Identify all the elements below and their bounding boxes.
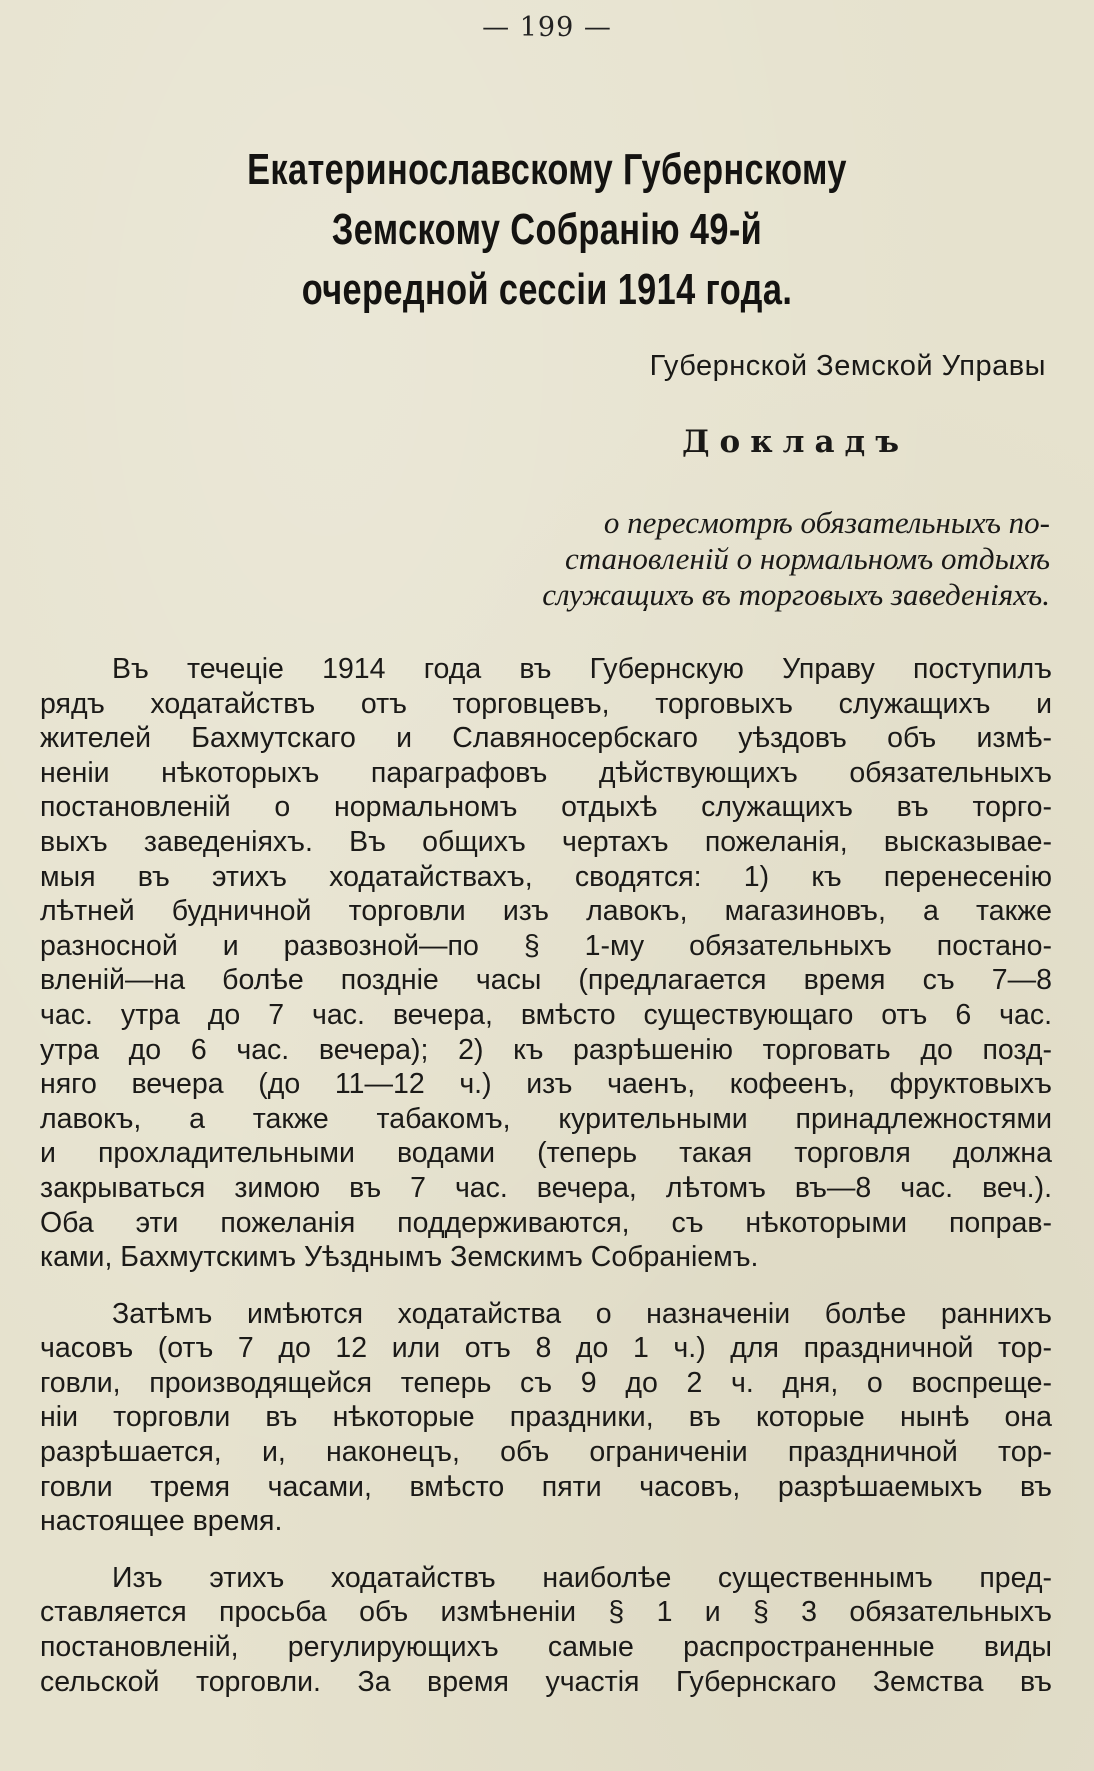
text-line: говли, производящейся теперь съ 9 до 2 ч. дня, о воспреще- (40, 1366, 1052, 1399)
paragraph (40, 1297, 1052, 1539)
text-line: няго вечера (до 11—12 ч.) изъ чаенъ, кофеенъ, фруктовыхъ (40, 1068, 1052, 1101)
text-line: постановленій, регулирующихъ самые распространенные виды (40, 1631, 1052, 1664)
text-line: мыя въ этихъ ходатайствахъ, сводятся: 1) къ перенесенію (40, 860, 1052, 893)
text-line: Затѣмъ имѣются ходатайства о назначеніи болѣе раннихъ (112, 1297, 1052, 1330)
issuer-subtitle: Губернской Земской Управы (649, 350, 1046, 382)
text-line: вленій—на болѣе поздніе часы (предлагается время съ 7—8 (40, 964, 1052, 997)
report-heading: Докладъ (681, 424, 909, 460)
text-line: и прохладительными водами (теперь такая торговля должна (40, 1137, 1052, 1170)
text-line: лѣтней будничной торговли изъ лавокъ, магазиновъ, а также (40, 895, 1052, 928)
title-line: Екатеринославскому Губернскому Земскому Собранію 49-й (247, 145, 847, 254)
body-text (40, 652, 1052, 1721)
text-line: часовъ (отъ 7 до 12 или отъ 8 до 1 ч.) для праздничной тор- (40, 1332, 1052, 1365)
text-line: Въ течеціе 1914 года въ Губернскую Управу поступилъ (112, 653, 1052, 685)
text-line: жителей Бахмутскаго и Славяносербскаго уѣздовъ объ измѣ- (40, 722, 1052, 755)
text-line: час. утра до 7 час. вечера, вмѣсто существующаго отъ 6 час. (40, 998, 1052, 1031)
title-line: очередной сессіи 1914 года. (301, 265, 793, 314)
text-line: ставляется просьба объ измѣненіи § 1 и § 3 обязательныхъ (40, 1596, 1052, 1629)
document-title (167, 140, 927, 320)
text-line: выхъ заведеніяхъ. Въ общихъ чертахъ пожеланія, высказывае- (40, 825, 1052, 858)
text-line: разносной и развозной—по § 1-му обязательныхъ постано- (40, 929, 1052, 962)
text-line: постановленій о нормальномъ отдыхѣ служащихъ въ торго- (40, 791, 1052, 824)
text-line: сельской торговли. За время участія Губернскаго Земства въ (40, 1665, 1052, 1698)
text-line: Оба эти пожеланія поддерживаются, съ нѣкоторыми поправ- (40, 1206, 1052, 1239)
text-line: рядъ ходатайствъ отъ торговцевъ, торговыхъ служащихъ и (40, 687, 1052, 720)
paragraph (40, 1561, 1052, 1699)
text-line: ками, Бахмутскимъ Уѣзднымъ Земскимъ Собраніемъ. (40, 1241, 759, 1274)
text-line: ніи торговли въ нѣкоторые праздники, въ которые нынѣ она (40, 1401, 1052, 1434)
topic-line: становленій о нормальномъ отдыхѣ (565, 541, 1050, 576)
topic-line: служащихъ въ торговыхъ заведеніяхъ. (542, 577, 1050, 612)
paragraph (40, 652, 1052, 1275)
text-line: разрѣшается, и, наконецъ, объ ограниченіи праздничной тор- (40, 1436, 1052, 1469)
text-line: утра до 6 час. вечера); 2) къ разрѣшенію торговать до позд- (40, 1033, 1052, 1066)
text-line: неніи нѣкоторыхъ параграфовъ дѣйствующихъ обязательныхъ (40, 756, 1052, 789)
text-line: говли тремя часами, вмѣсто пяти часовъ, разрѣшаемыхъ въ (40, 1470, 1052, 1503)
topic-line: о пересмотрѣ обязательныхъ по- (603, 505, 1050, 540)
text-line: закрываться зимою въ 7 час. вечера, лѣтомъ въ—8 час. веч.). (40, 1171, 1052, 1204)
report-topic (430, 505, 1050, 613)
text-line: Изъ этихъ ходатайствъ наиболѣе существеннымъ пред- (112, 1561, 1052, 1594)
text-line: лавокъ, а также табакомъ, курительными принадлежностями (40, 1102, 1052, 1135)
page-number: — 199 — (482, 12, 612, 43)
text-line: настоящее время. (40, 1505, 283, 1538)
